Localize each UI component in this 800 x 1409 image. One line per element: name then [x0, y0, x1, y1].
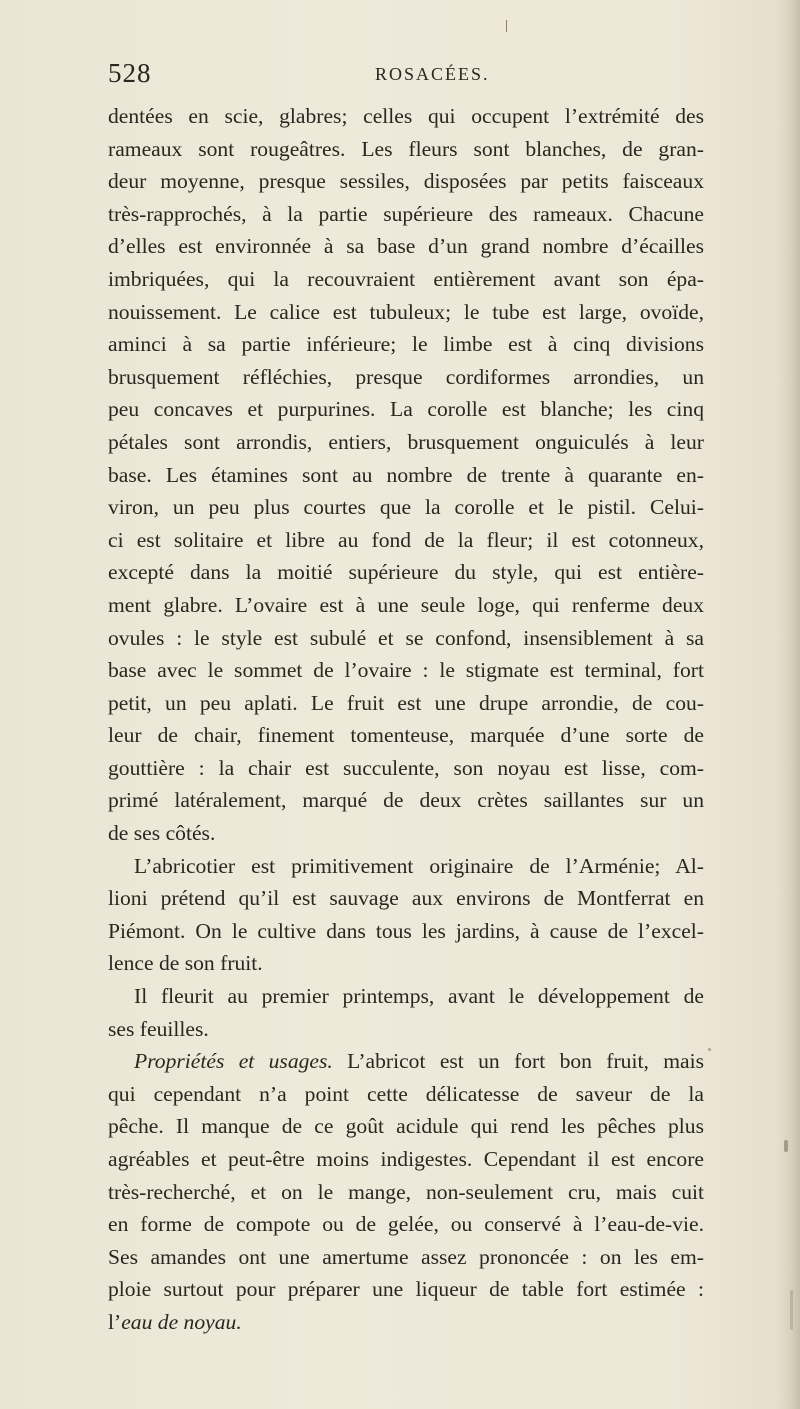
text-line: viron, un peu plus courtes que la corolle et le pistil. Celui- — [108, 495, 704, 520]
text-line: deur moyenne, presque sessiles, disposées par petits faisceaux — [108, 169, 704, 194]
paper-speck — [784, 1140, 788, 1152]
line-text: l’ — [108, 1309, 122, 1334]
text-line: base. Les étamines sont au nombre de trente à quarante en- — [108, 462, 704, 487]
text-line: ploie surtout pour préparer une liqueur de table fort estimée : — [108, 1277, 704, 1302]
text-line: lence de son fruit. — [108, 951, 263, 976]
text-line: ovules : le style est subulé et se confond, insensiblement à sa — [108, 625, 704, 650]
text-line: nouissement. Le calice est tubuleux; le tube est large, ovoïde, — [108, 299, 704, 324]
text-line — [108, 1045, 704, 1078]
text-line: L’abricotier est primitivement originaire de l’Arménie; Al- — [134, 853, 704, 878]
margin-mark — [506, 20, 507, 32]
text-line: pêche. Il manque de ce goût acidule qui rend les pêches plus — [108, 1114, 704, 1139]
text-line: très-rapprochés, à la partie supérieure des rameaux. Chacune — [108, 201, 704, 226]
italic-term: eau de noyau. — [121, 1309, 242, 1334]
paragraph — [108, 1045, 704, 1338]
paragraph — [108, 850, 704, 980]
text-line: Ses amandes ont une amertume assez prononcée : on les em- — [108, 1244, 704, 1269]
text-line: agréables et peut-être moins indigestes. Cependant il est encore — [108, 1147, 704, 1171]
text-line: rameaux sont rougeâtres. Les fleurs sont blanches, de gran- — [108, 136, 704, 161]
text-line: ses feuilles. — [108, 1016, 209, 1041]
body-text — [108, 100, 704, 1339]
text-line: base avec le sommet de l’ovaire : le stigmate est terminal, fort — [108, 658, 704, 683]
line-text: L’abricot est un fort bon fruit, mais — [332, 1049, 704, 1074]
text-line: excepté dans la moitié supérieure du style, qui est entière- — [108, 560, 704, 585]
text-line: d’elles est environnée à sa base d’un grand nombre d’écailles — [108, 234, 704, 259]
paragraph — [108, 100, 704, 850]
text-line: qui cependant n’a point cette délicatesse de saveur de la — [108, 1081, 704, 1106]
paragraph — [108, 980, 704, 1045]
text-line: peu concaves et purpurines. La corolle est blanche; les cinq — [108, 397, 704, 422]
paper-speck — [790, 1290, 793, 1330]
text-line: brusquement réfléchies, presque cordiformes arrondies, un — [108, 364, 704, 389]
text-line: ci est solitaire et libre au fond de la fleur; il est cotonneux, — [108, 527, 704, 552]
text-line: petit, un peu aplati. Le fruit est une drupe arrondie, de cou- — [108, 690, 704, 715]
text-line: de ses côtés. — [108, 821, 216, 846]
text-line: très-recherché, et on le mange, non-seulement cru, mais cuit — [108, 1179, 704, 1204]
text-line: Piémont. On le cultive dans tous les jardins, à cause de l’excel- — [108, 918, 704, 943]
text-line: lioni prétend qu’il est sauvage aux environs de Montferrat en — [108, 886, 704, 911]
text-line: ment glabre. L’ovaire est à une seule loge, qui renferme deux — [108, 592, 704, 617]
page-edge-shadow — [778, 0, 800, 1409]
text-line: primé latéralement, marqué de deux crètes saillantes sur un — [108, 788, 704, 813]
section-lead: Propriétés et usages. — [134, 1049, 333, 1074]
text-line: aminci à sa partie inférieure; le limbe est à cinq divisions — [108, 332, 704, 357]
text-line: leur de chair, finement tomenteuse, marquée d’une sorte de — [108, 723, 704, 748]
text-line: imbriquées, qui la recouvraient entièrement avant son épa- — [108, 266, 704, 291]
running-title: ROSACÉES. — [375, 64, 490, 84]
text-line: Il fleurit au premier printemps, avant le développement de — [134, 984, 704, 1009]
page-number: 528 — [108, 58, 152, 88]
text-line — [108, 1306, 704, 1339]
text-line: gouttière : la chair est succulente, son noyau est lisse, com- — [108, 755, 704, 780]
text-line: en forme de compote ou de gelée, ou conservé à l’eau-de-vie. — [108, 1212, 704, 1237]
page-header — [108, 58, 704, 94]
paper-speck — [708, 1048, 711, 1051]
text-line: dentées en scie, glabres; celles qui occupent l’extrémité des — [108, 104, 704, 128]
text-line: pétales sont arrondis, entiers, brusquement onguiculés à leur — [108, 429, 704, 454]
